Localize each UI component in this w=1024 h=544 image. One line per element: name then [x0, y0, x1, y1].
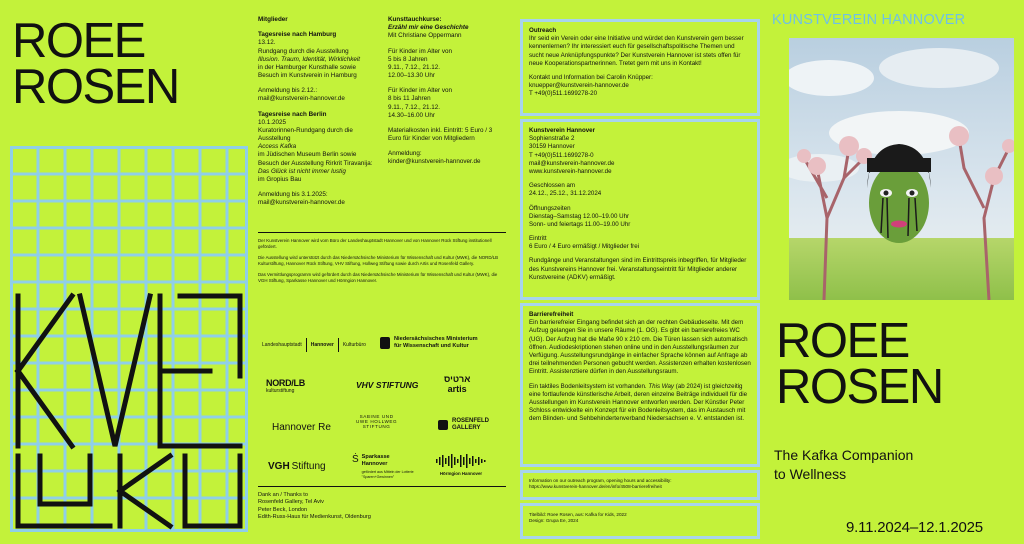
kids-course-column: Kunsttauchkurse: Erzähl mir eine Geschichte Mit Christiane Oppermann Für Kinder im Alter von 5 bis 8 Jahren 9.11., 7.12., 21.12. 12.00–13.30 Uhr Für Kinder im Alter von 8 bis 11 Jahren 9.11., 7.12., 21.12. 14.30–16.00 Uhr Materialkosten inkl. Eintritt: 5 Euro / 3 Euro für Kinder von Mitgliedern Anmeldung: kinder@kunstverein-hannover.de: [388, 16, 506, 167]
exhibition-dates: 9.11.2024–12.1.2025: [846, 519, 983, 536]
berlin-mail-link[interactable]: mail@kunstverein-hannover.de: [258, 199, 345, 207]
hannover-city-logo: Landeshauptstadt Hannover Kulturbüro: [262, 338, 366, 352]
artist-name-title-cover: ROEE ROSEN: [776, 314, 943, 415]
info-mail-link[interactable]: mail@kunstverein-hannover.de: [529, 159, 615, 167]
hamburg-mail-link[interactable]: mail@kunstverein-hannover.de: [258, 95, 345, 103]
members-heading: Mitglieder: [258, 16, 288, 23]
outreach-mail-link[interactable]: knuepper@kunstverein-hannover.de: [529, 82, 629, 90]
institution-name: KUNSTVEREIN HANNOVER: [772, 12, 966, 28]
vhv-logo: VHV STIFTUNG: [356, 380, 419, 390]
kids-course-heading: Kunsttauchkurse:: [388, 16, 442, 23]
rosenfeld-mark-icon: [438, 420, 448, 430]
berlin-trip-heading: Tagesreise nach Berlin: [258, 110, 327, 118]
members-column: Mitglieder Tagesreise nach Hamburg 13.12. Rundgang durch die Ausstellung Illusion. Traum, Identität, Wirklichkeit in der Hamburger Kunsthalle sowie Besuch im Kunstverein in Hamburg Anmeldung bis 2.12.: mail@kunstverein-hannover.de Tagesreise nach Berlin 10.1.2025 Kuratorinnen-Rundgang durch die Ausstellung Access Kafka im Jüdischen Museum Berlin sowie Besuch der Ausstellung Rirkrit Tiravanija: Das Glück ist nicht immer lustig im Gropius Bau Anmeldung bis 3.1.2025: mail@kunstverein-hannover.de: [258, 16, 378, 207]
exhibition-subtitle: The Kafka Companion to Wellness: [774, 447, 914, 482]
sparkasse-logo: Ṡ Sparkasse Hannover gefördert aus Mitteln der Lotterie "Sparen+Gewinnen": [352, 454, 414, 479]
ministry-logo: Niedersächsisches Ministerium für Wissenschaft und Kultur: [380, 336, 478, 349]
accessibility-box: Barrierefreiheit Ein barrierefreier Eingang befindet sich an der rechten Gebäudeseite. Mit dem Aufzug gelangen Sie in unsere Räume (1. OG). Es gibt ein barrierefreies WC (UG). Der Aufzug hat die Maße 90 x 210 cm. Die Türen lassen sich automatisch öffnen. Audiodeskriptionen stehen online und in den Ausstellungsräumen zur Verfügung. Ausstellungsrundgänge in einfacher Sprache können auf Anfrage ab drei teilnehmenden Personen gebucht werden. Assistenzen erhalten kostenlosen Eintritt. Assistenztiere dürfen in den Ausstellungsraum. Ein taktiles Bodenleitsystem ist vorhanden. This Way (ab 2024) ist gleichzeitig eine fortlaufende künstlerische Arbeit, deren einzelne Beiträge individuell für die Ausstellungen im Kunstverein Hannover entworfen werden. Der Künstler Peter Schloss entwickelte ein Konzept für ein Bodenleitsystem, das im Austausch mit dem Blinden- und Sehbehindertenverband Niedersachsen e. V. entstanden ist.: [520, 303, 760, 467]
hannover-re-logo: Hannover Re: [272, 422, 331, 433]
divider: [258, 232, 506, 233]
artis-logo: ארטיס artis: [444, 374, 471, 394]
thanks-credits: Dank an / Thanks to Rosenfeld Gallery, Tel Aviv Peter Beck, London Edith-Russ-Haus für Medienkunst, Oldenburg: [258, 492, 371, 520]
artist-name-title-left: ROEE ROSEN: [12, 14, 179, 115]
accessibility-url-link[interactable]: https://www.kunstverein-hannover.de/en/info/4508-barrierefreiheit: [529, 484, 662, 490]
sparkasse-s-icon: Ṡ: [352, 454, 359, 465]
accessibility-heading: Barrierefreiheit: [529, 311, 574, 318]
website-link[interactable]: www.kunstverein-hannover.de: [529, 167, 612, 175]
outreach-heading: Outreach: [529, 27, 557, 34]
hamburg-trip-heading: Tagesreise nach Hamburg: [258, 31, 337, 39]
visitor-info-box: Kunstverein Hannover Sophienstraße 2 30159 Hannover T +49(0)511.1699278-0 mail@kunstverein-hannover.de www.kunstverein-hannover.de Geschlossen am 24.12., 25.12., 31.12.2024 Öffnungszeiten Dienstag–Samstag 12.00–19.00 Uhr Sonn- und feiertags 11.00–19.00 Uhr Eintritt 6 Euro / 4 Euro ermäßigt / Mitglieder frei Rundgänge und Veranstaltungen sind im Eintrittspreis inbegriffen, für Mitglieder des Kunstvereins Hannover frei. Veranstaltungseintritt für Mitglieder anderer Kunstvereine (ADKV) ermäßigt.: [520, 119, 760, 300]
outreach-box: Outreach Ihr seid ein Verein oder eine Initiative und würdet den Kunstverein gern besser kennenlernen? Ihr interessiert euch für gesellschaftspolitische Themen und sucht neue Anknüpfungspunkte? Der Kunstverein Hannover ist stets offen für neue Kooperationspartnerinnen. Tretet gern mit uns in Kontakt! Kontakt und Information bei Carolin Knüpper: knuepper@kunstverein-hannover.de T +49(0)511.1699278-20: [520, 19, 760, 116]
funding-notes: Der Kunstverein Hannover wird vom Büro der Landeshauptstadt Hannover und von Hannover Rück Stiftung institutionell gefördert. Die Ausstellung wird unterstützt durch das Niedersächsische Ministerium für Wissenschaft und Kultur (MWK), die NORD/LB Kulturstiftung, Hannover Rück Stiftung, VHV Stiftung, Hollweg Stiftung sowie durch Artis und Rosenfeld Gallery. Das Vermittlungsprogramm wird gefördert durch das Niedersächsische Ministerium für Wissenschaft und Kultur (MWK), die VGH Stiftung, Sparkasse Hannover und Hörmgion Hannover.: [258, 238, 499, 283]
kunstverein-heading: Kunstverein Hannover: [529, 127, 596, 134]
nordlb-logo: NORD/LB kulturstiftung: [266, 378, 305, 394]
divider: [258, 486, 506, 487]
hoermgion-logo: Hörmgion Hannover: [436, 454, 486, 476]
cover-photo: [789, 38, 1014, 300]
outreach-info-box: Information on our outreach program, opening hours and accessibility: https://www.kunstverein-hannover.de/en/info/4508-barrierefreiheit: [520, 470, 760, 500]
ministry-crest-icon: [380, 337, 390, 349]
grid-letter-artwork: [10, 146, 248, 532]
kids-mail-link[interactable]: kinder@kunstverein-hannover.de: [388, 158, 481, 166]
sound-wave-icon: [436, 454, 486, 468]
image-credit-box: Titelbild: Roee Rosen, aus: Kafka for Kids, 2022 Design: Grupa Ee, 2024: [520, 503, 760, 539]
hollweg-foundation-logo: SABINE UND UWE HOLLWEG STIFTUNG: [356, 414, 398, 429]
rosenfeld-gallery-logo: ROSENFELD GALLERY: [438, 418, 489, 432]
vgh-stiftung-logo: VGH Stiftung: [268, 461, 326, 472]
